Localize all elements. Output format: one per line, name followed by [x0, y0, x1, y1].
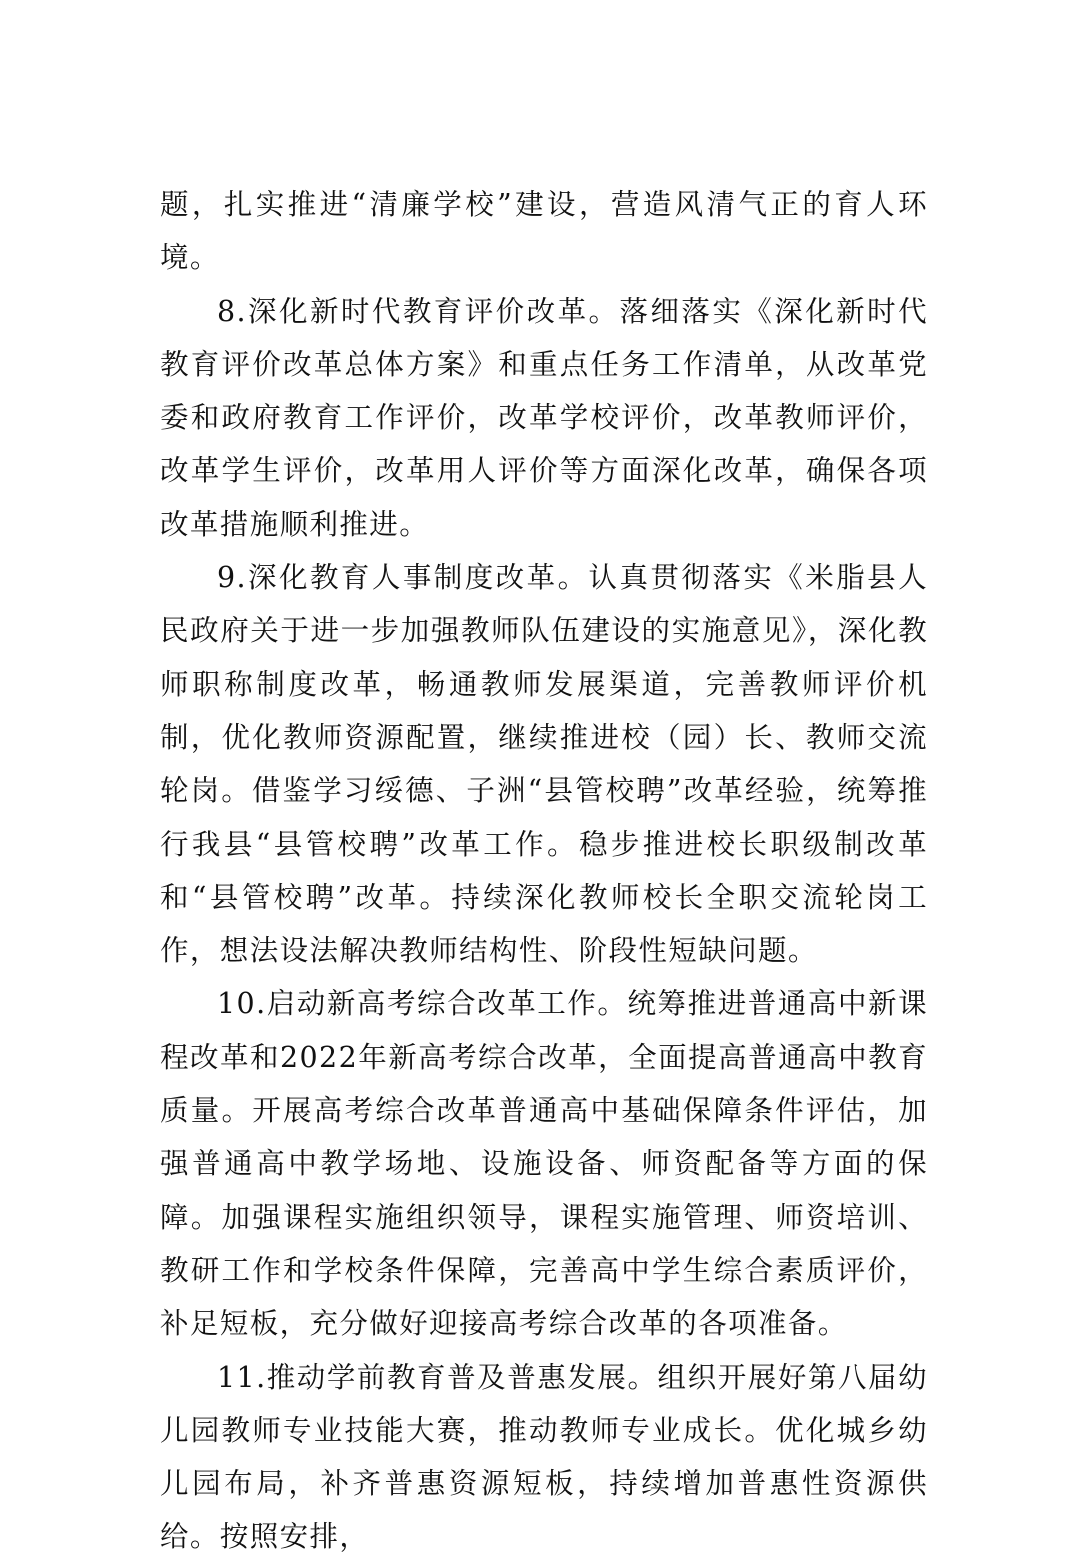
paragraph-item-9: 9.深化教育人事制度改革。认真贯彻落实《米脂县人民政府关于进一步加强教师队伍建设的实施意见》，深化教师职称制度改革，畅通教师发展渠道，完善教师评价机制，优化教师资源配置，继续推进校（园）长、教师交流轮岗。借鉴学习绥德、子洲“县管校聘”改革经验，统筹推行我县“县管校聘”改革工作。稳步推进校长职级制改革和“县管校聘”改革。持续深化教师校长全职交流轮岗工作，想法设法解决教师结构性、阶段性短缺问题。 — [160, 561, 928, 968]
paragraph-continuation: 题，扎实推进“清廉学校”建设，营造风清气正的育人环境。 — [160, 188, 928, 275]
paragraph-item-11: 11.推动学前教育普及普惠发展。组织开展好第八届幼儿园教师专业技能大赛，推动教师专业成长。优化城乡幼儿园布局，补齐普惠资源短板，持续增加普惠性资源供给。按照安排， — [160, 1360, 928, 1554]
paragraph-item-10: 10.启动新高考综合改革工作。统筹推进普通高中新课程改革和2022年新高考综合改革，全面提高普通高中教育质量。开展高考综合改革普通高中基础保障条件评估，加强普通高中教学场地、设施设备、师资配备等方面的保障。加强课程实施组织领导，课程实施管理、师资培训、教研工作和学校条件保障，完善高中学生综合素质评价，补足短板，充分做好迎接高考综合改革的各项准备。 — [160, 987, 928, 1341]
paragraph-item-8: 8.深化新时代教育评价改革。落细落实《深化新时代教育评价改革总体方案》和重点任务工作清单，从改革党委和政府教育工作评价，改革学校评价，改革教师评价，改革学生评价，改革用人评价等方面深化改革，确保各项改革措施顺利推进。 — [160, 294, 928, 541]
document-body — [160, 178, 928, 1564]
